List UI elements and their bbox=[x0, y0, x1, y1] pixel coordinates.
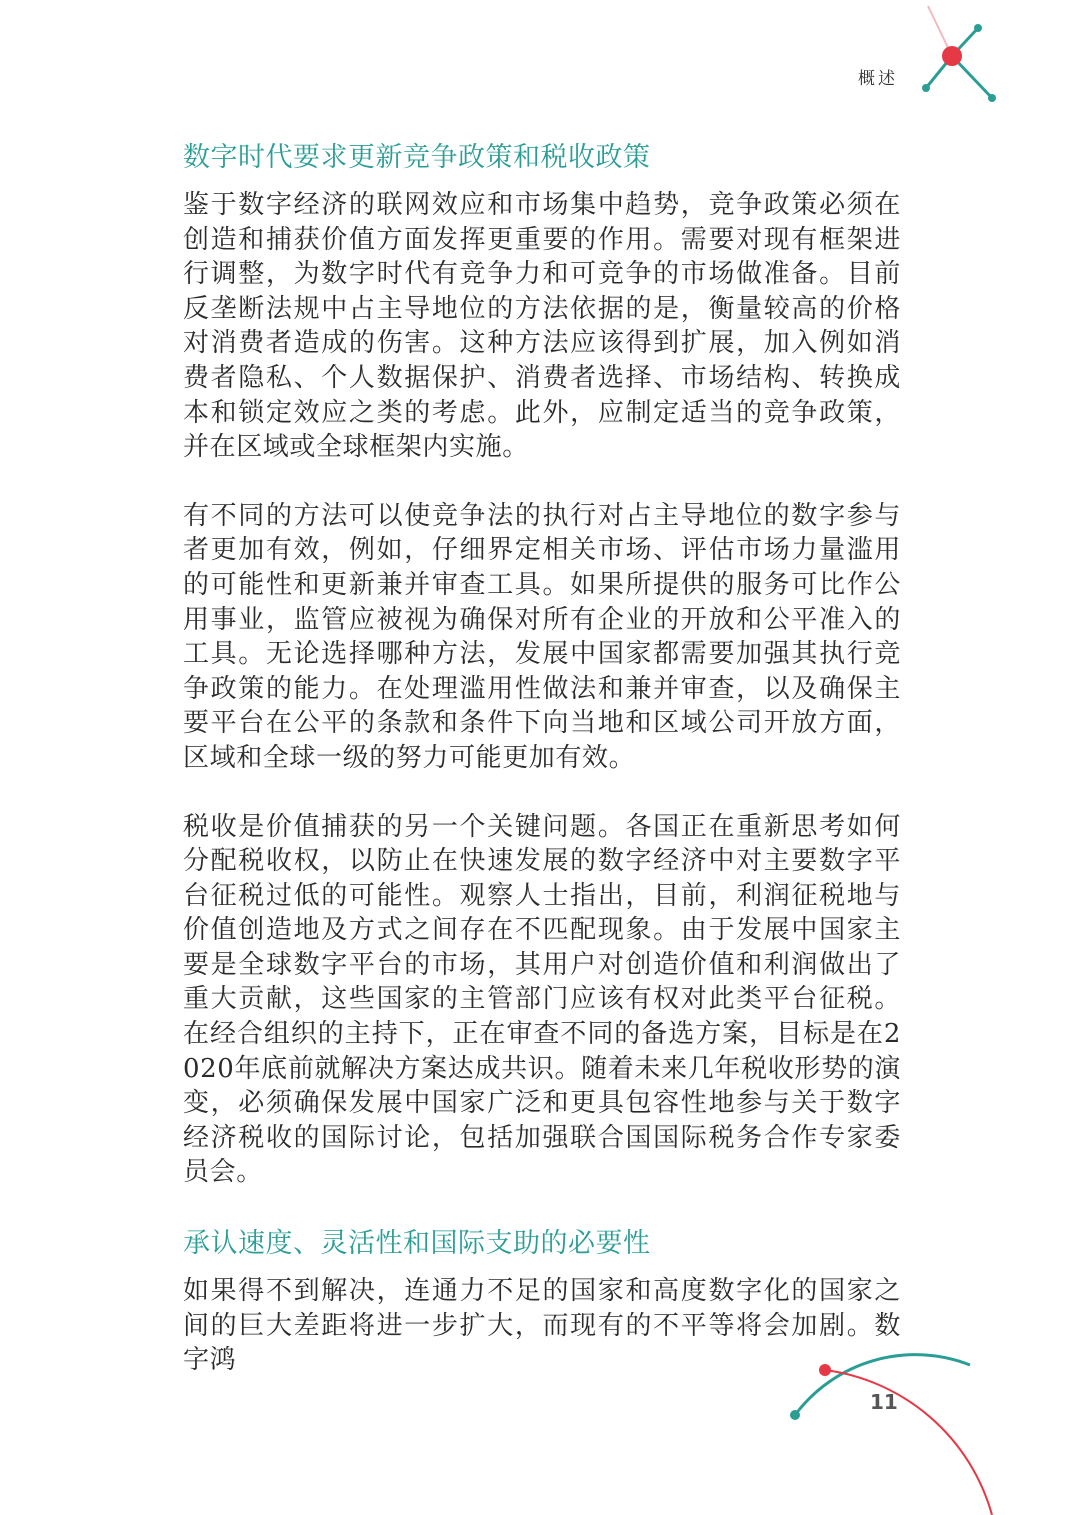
running-header: 概述 bbox=[858, 69, 898, 89]
section-heading: 数字时代要求更新竞争政策和税收政策 bbox=[183, 142, 651, 173]
page-number: 11 bbox=[870, 1390, 898, 1414]
body-paragraph: 税收是价值捕获的另一个关键问题。各国正在重新思考如何分配税收权，以防止在快速发展的数字经济中对主要数字平台征税过低的可能性。观察人士指出，目前，利润征税地与价值创造地及方式之间存在不匹配现象。由于发展中国家主要是全球数字平台的市场，其用户对创造价值和利润做出了重大贡献，这些国家的主管部门应该有权对此类平台征税。在经合组织的主持下，正在审查不同的备选方案，目标是在2020年底前就解决方案达成共识。随着未来几年税收形势的演变，必须确保发展中国家广泛和更具包容性地参与关于数字经济税收的国际讨论，包括加强联合国国际税务合作专家委员会。 bbox=[183, 811, 901, 1188]
main-content bbox=[183, 138, 901, 1412]
section-heading: 承认速度、灵活性和国际支助的必要性 bbox=[183, 1228, 651, 1260]
body-paragraph: 鉴于数字经济的联网效应和市场集中趋势，竞争政策必须在创造和捕获价值方面发挥更重要的作用。需要对现有框架进行调整，为数字时代有竞争力和可竞争的市场做准备。目前反垄断法规中占主导地位的方法依据的是，衡量较高的价格对消费者造成的伤害。这种方法应该得到扩展，加入例如消费者隐私、个人数据保护、消费者选择、市场结构、转换成本和锁定效应之类的考虑。此外，应制定适当的竞争政策，并在区域或全球框架内实施。 bbox=[183, 190, 901, 463]
network-decoration-icon bbox=[900, 0, 1080, 130]
body-paragraph: 如果得不到解决，连通力不足的国家和高度数字化的国家之间的巨大差距将进一步扩大，而现有的不平等将会加剧。数字鸿 bbox=[183, 1276, 901, 1376]
arc-decoration-icon bbox=[770, 1340, 1080, 1515]
body-paragraph: 有不同的方法可以使竞争法的执行对占主导地位的数字参与者更加有效，例如，仔细界定相关市场、评估市场力量滥用的可能性和更新兼并审查工具。如果所提供的服务可比作公用事业，监管应被视为确保对所有企业的开放和公平准入的工具。无论选择哪种方法，发展中国家都需要加强其执行竞争政策的能力。在处理滥用性做法和兼并审查，以及确保主要平台在公平的条款和条件下向当地和区域公司开放方面，区域和全球一级的努力可能更加有效。 bbox=[183, 500, 901, 773]
